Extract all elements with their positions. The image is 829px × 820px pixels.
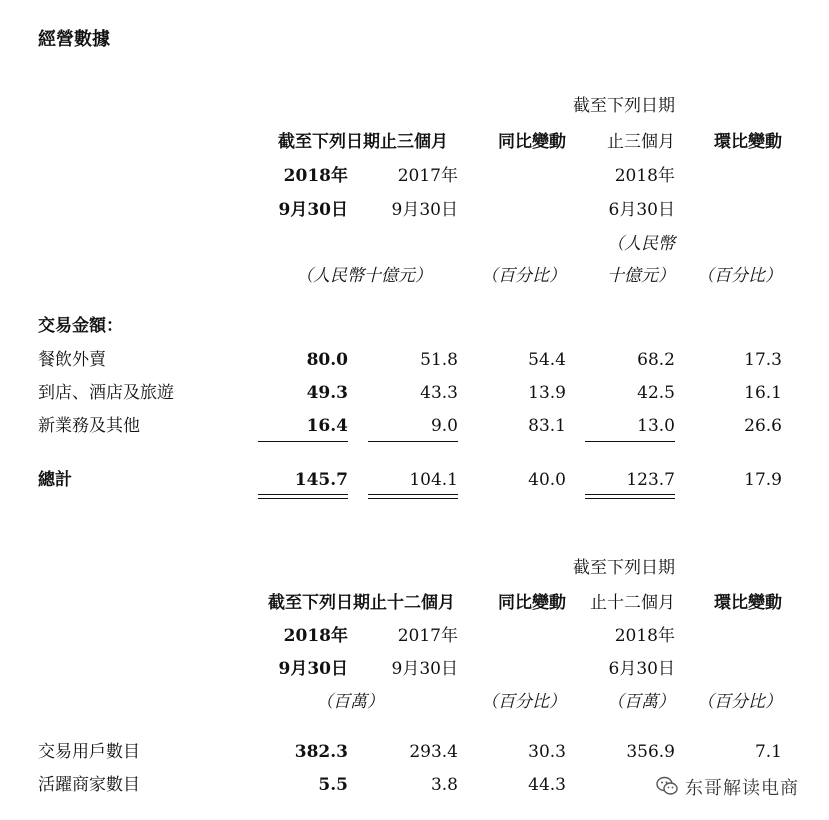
watermark: [655, 772, 820, 800]
t1-unit-percent-yoy: （百分比）: [481, 266, 566, 286]
cell-q2: 13.0: [637, 416, 675, 436]
row-label: 到店、酒店及旅遊: [38, 383, 174, 403]
total-double-rule-2017: [368, 494, 458, 499]
total-label: 總計: [38, 470, 72, 490]
cell-2018: 382.3: [294, 742, 348, 762]
cell-2017: 3.8: [430, 775, 458, 795]
cell-2018: 80.0: [306, 350, 348, 370]
t2-date-0930-a: 9月30日: [278, 659, 348, 679]
t1-year-2018: 2018年: [283, 166, 348, 186]
section-label-gtv: 交易金額：: [38, 316, 123, 336]
row-label: 活躍商家數目: [38, 775, 140, 795]
row-label: 新業務及其他: [38, 416, 140, 436]
subtotal-rule-2018: [258, 441, 348, 442]
t2-year-2017: 2017年: [397, 626, 458, 646]
subtotal-rule-q2: [585, 441, 675, 442]
t1-date-0630: 6月30日: [608, 200, 675, 220]
t2-header-yoy: 同比變動: [498, 593, 566, 613]
cell-yoy: 13.9: [528, 383, 566, 403]
t1-header-qoq: 環比變動: [714, 132, 782, 152]
t1-year-2017: 2017年: [397, 166, 458, 186]
t2-unit-percent-qoq: （百分比）: [697, 692, 782, 712]
t1-header-period: 止三個月: [607, 132, 675, 152]
cell-2018: 49.3: [306, 383, 348, 403]
cell-yoy: 30.3: [528, 742, 566, 762]
t2-unit-million-b: （百萬）: [607, 692, 675, 712]
cell-qoq: 17.3: [744, 350, 782, 370]
watermark-text: 东哥解读电商: [685, 778, 799, 799]
row-label: 餐飲外賣: [38, 350, 106, 370]
total-2018: 145.7: [294, 470, 348, 490]
t2-date-0930-b: 9月30日: [391, 659, 458, 679]
t1-header-as-of: 截至下列日期: [573, 96, 675, 116]
cell-qoq: 26.6: [744, 416, 782, 436]
total-double-rule-2018: [258, 494, 348, 499]
t1-year-2018-q2: 2018年: [614, 166, 675, 186]
t1-unit-rmb-1: （人民幣: [607, 234, 675, 254]
total-double-rule-q2: [585, 494, 675, 499]
t2-header-as-of: 截至下列日期: [573, 558, 675, 578]
cell-2017: 293.4: [409, 742, 458, 762]
t2-unit-million-a: （百萬）: [316, 692, 384, 712]
cell-q2: 42.5: [637, 383, 675, 403]
cell-2017: 9.0: [430, 416, 458, 436]
t1-unit-percent-qoq: （百分比）: [697, 266, 782, 286]
t1-date-0930-a: 9月30日: [278, 200, 348, 220]
t2-header-twelve-months: 截至下列日期止十二個月: [268, 593, 455, 613]
cell-2017: 51.8: [420, 350, 458, 370]
t2-header-qoq: 環比變動: [714, 593, 782, 613]
cell-2018: 5.5: [318, 775, 348, 795]
total-q2: 123.7: [626, 470, 675, 490]
total-yoy: 40.0: [528, 470, 566, 490]
cell-qoq: 7.1: [754, 742, 782, 762]
t1-header-three-months: 截至下列日期止三個月: [278, 132, 448, 152]
cell-yoy: 54.4: [528, 350, 566, 370]
t2-header-period: 止十二個月: [590, 593, 675, 613]
cell-2018: 16.4: [306, 416, 348, 436]
t1-header-yoy: 同比變動: [498, 132, 566, 152]
t1-date-0930-b: 9月30日: [391, 200, 458, 220]
t1-unit-rmb-bn: （人民幣十億元）: [296, 266, 432, 286]
cell-yoy: 44.3: [528, 775, 566, 795]
cell-qoq: 16.1: [744, 383, 782, 403]
cell-q2: 68.2: [637, 350, 675, 370]
page-title: 經營數據: [38, 29, 110, 50]
subtotal-rule-2017: [368, 441, 458, 442]
t2-year-2018: 2018年: [283, 626, 348, 646]
cell-q2: 356.9: [626, 742, 675, 762]
t1-unit-rmb-2: 十億元）: [607, 266, 675, 286]
t2-date-0630: 6月30日: [608, 659, 675, 679]
total-qoq: 17.9: [744, 470, 782, 490]
cell-yoy: 83.1: [528, 416, 566, 436]
t2-unit-percent-yoy: （百分比）: [481, 692, 566, 712]
t2-year-2018-q2: 2018年: [614, 626, 675, 646]
cell-2017: 43.3: [420, 383, 458, 403]
total-2017: 104.1: [409, 470, 458, 490]
row-label: 交易用戶數目: [38, 742, 140, 762]
wechat-icon: [655, 774, 679, 798]
